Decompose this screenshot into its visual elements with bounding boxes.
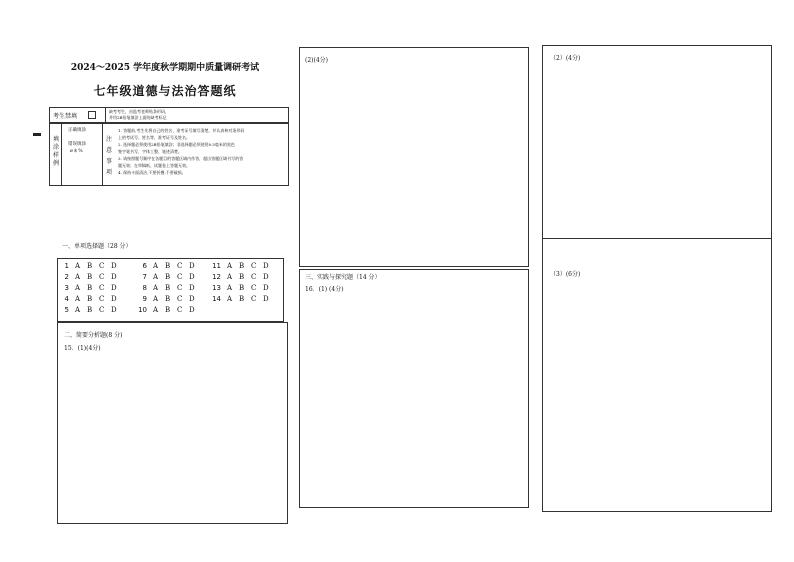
exam-title: 2024～2025 学年度秋学期期中质量调研考试 xyxy=(70,63,260,73)
notes-text xyxy=(118,127,286,176)
question-15-2: (2)(4分) xyxy=(305,57,328,64)
mcq-row-5[interactable]: 5 A B C D xyxy=(64,306,117,314)
correct-fill-label: 正确填涂 xyxy=(68,128,86,133)
note-line: 4. 保持卡面清洁,不要折叠,不要破损。 xyxy=(118,170,186,175)
absent-checkbox[interactable] xyxy=(88,111,96,119)
mcq-answer-grid xyxy=(57,258,284,322)
question-15-1: 15．(1)(4分) xyxy=(64,345,101,352)
absent-note: 缺考考生，由监考老师贴条形码， 并用2B铅笔填涂上面的缺考标记 xyxy=(109,109,169,120)
mcq-row-14[interactable]: 14 A B C D xyxy=(212,295,269,303)
mcq-row-1[interactable]: 1 A B C D xyxy=(64,262,117,270)
mcq-row-13[interactable]: 13 A B C D xyxy=(212,284,269,292)
fill-example-notes-box xyxy=(49,123,289,186)
mcq-row-10[interactable]: 10 A B C D xyxy=(138,306,195,314)
exam-number-row xyxy=(49,107,289,123)
note-line: 1. 答题前,考生先将自己的姓名、准考证号填写清楚，并认真核对条形码 xyxy=(118,128,245,133)
mcq-row-8[interactable]: 8 A B C D xyxy=(142,284,195,292)
answer-box-16-2[interactable] xyxy=(542,45,772,239)
short-answer-box[interactable] xyxy=(57,322,288,524)
answer-box-16-3[interactable] xyxy=(542,238,772,512)
mcq-row-2[interactable]: 2 A B C D xyxy=(64,273,117,281)
divider xyxy=(105,108,106,122)
mcq-row-7[interactable]: 7 A B C D xyxy=(142,273,195,281)
sheet-title: 七年级道德与法治答题纸 xyxy=(93,84,237,98)
note-line: 上的考试号、姓名等，准考证号及姓名。 xyxy=(118,135,190,140)
exam-number-label: 考生禁填 xyxy=(53,113,78,120)
mcq-row-11[interactable]: 11 A B C D xyxy=(212,262,269,270)
divider xyxy=(102,124,103,185)
note-line: 签字笔书写，字体工整、笔迹清楚。 xyxy=(118,149,182,154)
note-line: 题无效；在草稿纸、试题卷上答题无效。 xyxy=(118,163,190,168)
wrong-fill-label: 错误填涂 xyxy=(68,142,86,147)
divider xyxy=(61,124,62,185)
note-line: 2. 选择题必须使用2B铅笔填涂；非选择题必须使用0.5毫米的黑色 xyxy=(118,142,235,147)
mcq-row-12[interactable]: 12 A B C D xyxy=(212,273,269,281)
question-16-1: 16．(1) (4分) xyxy=(305,286,344,293)
question-16-3: （3）(6分) xyxy=(550,271,581,278)
question-16-2: （2）(4分) xyxy=(550,55,581,62)
wrong-fill-marks: ø $ % xyxy=(70,149,83,154)
mcq-row-3[interactable]: 3 A B C D xyxy=(64,284,117,292)
mcq-row-4[interactable]: 4 A B C D xyxy=(64,295,117,303)
note-line: 3. 请按照题号顺序在各题目的答题区域内作答，超出答题区域书写的答 xyxy=(118,156,244,161)
practice-section-label: 三、实践与探究题（14 分） xyxy=(305,274,381,281)
answer-box-16-1[interactable] xyxy=(299,269,529,508)
short-section-label: 二、简要分析题(8 分) xyxy=(64,332,123,339)
answer-box-15-2[interactable] xyxy=(299,47,529,267)
fill-example-title: 填涂样例 xyxy=(53,136,60,167)
correct-fill-mark xyxy=(33,133,41,136)
mcq-section-label: 一、单项选择题（28 分） xyxy=(62,243,132,250)
mcq-row-6[interactable]: 6 A B C D xyxy=(142,262,195,270)
mcq-row-9[interactable]: 9 A B C D xyxy=(142,295,195,303)
notes-title: 注意事项 xyxy=(106,136,113,176)
